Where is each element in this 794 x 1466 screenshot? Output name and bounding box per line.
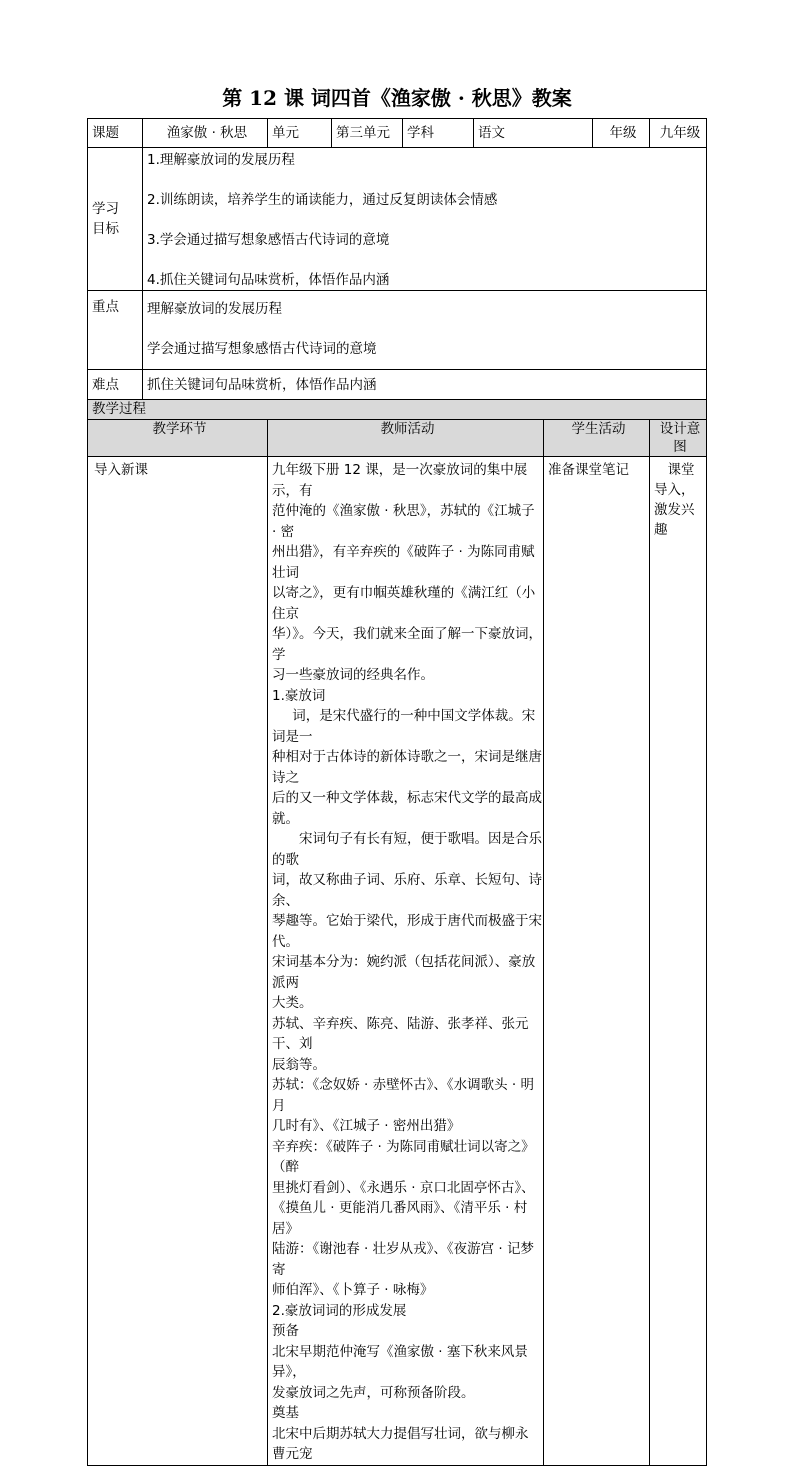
- stage-cell: 导入新课: [88, 457, 268, 1466]
- topic-label: 课题: [88, 119, 143, 148]
- goal-item: 2.训练朗读，培养学生的诵读能力，通过反复朗读体会情感: [147, 192, 498, 208]
- process-label: 教学过程: [88, 400, 707, 420]
- grade-value: 九年级: [650, 119, 707, 148]
- text-line: 北宋中后期苏轼大力提倡写壮词，欲与柳永 曹元宠: [272, 1425, 529, 1462]
- unit-label: 单元: [268, 119, 332, 148]
- goal-item: 3.学会通过描写想象感悟古代诗词的意境: [147, 232, 390, 248]
- difficulty-row: [88, 370, 707, 400]
- text-line: 陆游：《谢池春 · 壮岁从戎》、《夜游宫 · 记梦寄: [272, 1241, 534, 1278]
- text-line: 奠基: [272, 1405, 299, 1421]
- grade-label: 年级: [593, 119, 650, 148]
- subject-label: 学科: [403, 119, 474, 148]
- teacher-activity-cell: [268, 457, 544, 1466]
- text-line: 辛弃疾：《破阵子 · 为陈同甫赋壮词以寄之》（醉: [272, 1138, 535, 1175]
- intro-row: [88, 457, 707, 1466]
- text-line: 预备: [272, 1323, 299, 1339]
- text-line: 宋词基本分为：婉约派（包括花间派）、豪放派两: [272, 954, 536, 991]
- page-title: 第 12 课 词四首《渔家傲 · 秋思》教案: [222, 86, 572, 110]
- text-line: 里挑灯看剑）、《永遇乐 · 京口北固亭怀古》、: [272, 1179, 535, 1196]
- text-line: 词，是宋代盛行的一种中国文学体裁。宋词是一: [272, 708, 536, 745]
- unit-value: 第三单元: [332, 119, 403, 148]
- text-line: 九年级下册 12 课，是一次豪放词的集中展示，有: [272, 462, 528, 499]
- col-stage: 教学环节: [88, 420, 268, 457]
- text-line: 2.豪放词词的形成发展: [272, 1302, 407, 1319]
- text-line: 琴趣等。它始于梁代，形成于唐代而极盛于宋代。: [272, 913, 542, 950]
- goals-label-line1: 学习: [92, 201, 119, 217]
- lesson-plan-table: [87, 118, 707, 1466]
- text-line: 华）》。今天，我们就来全面了解一下豪放词，学: [272, 626, 542, 663]
- goal-item: 4.抓住关键词句品味赏析，体悟作品内涵: [147, 272, 390, 288]
- text-line: 习一些豪放词的经典名作。: [272, 667, 434, 683]
- topic-value: 渔家傲 · 秋思: [143, 119, 268, 148]
- text-line: 后的又一种文学体裁，标志宋代文学的最高成就。: [272, 790, 542, 827]
- text-line: 以寄之》，更有巾帼英雄秋瑾的《满江红（小住京: [272, 585, 536, 622]
- col-student: 学生活动: [544, 420, 650, 457]
- col-teacher: 教师活动: [268, 420, 544, 457]
- student-activity-cell: 准备课堂笔记: [544, 457, 650, 1466]
- text-line: 词，故又称曲子词、乐府、乐章、长短句、诗余、: [272, 872, 542, 909]
- text-line: 种相对于古体诗的新体诗歌之一，宋词是继唐诗之: [272, 749, 542, 786]
- text-line: 几时有》、《江城子 · 密州出猎》: [272, 1118, 461, 1134]
- text-line: 宋词句子有长有短，便于歌唱。因是合乐的歌: [272, 831, 542, 868]
- goals-label: [88, 148, 143, 291]
- col-design: 设计意图: [650, 420, 707, 457]
- design-intent-cell: 课堂导入，激发兴趣: [650, 457, 707, 1466]
- text-line: 苏轼：《念奴娇 · 赤壁怀古》、《水调歌头 · 明月: [272, 1077, 534, 1114]
- keypoints-label: 重点: [88, 291, 143, 370]
- text-line: 《摸鱼儿 · 更能消几番风雨》、《清平乐 · 村居》: [272, 1200, 528, 1237]
- keypoints-row: [88, 291, 707, 370]
- difficulty-text: 抓住关键词句品味赏析，体悟作品内涵: [143, 370, 707, 400]
- text-line: 北宋早期范仲淹写《渔家傲 · 塞下秋来风景异》，: [272, 1343, 528, 1380]
- keypoints-content: [143, 291, 707, 370]
- goals-row: [88, 148, 707, 291]
- goals-content: [143, 148, 707, 291]
- text-line: 大类。: [272, 995, 313, 1011]
- goal-item: 1.理解豪放词的发展历程: [147, 152, 295, 168]
- text-line: 范仲淹的《渔家傲 · 秋思》，苏轼的《江城子 · 密: [272, 503, 535, 540]
- text-line: 1.豪放词: [272, 687, 326, 704]
- process-header-row: [88, 420, 707, 457]
- keypoint-item: 学会通过描写想象感悟古代诗词的意境: [147, 341, 377, 357]
- difficulty-label: 难点: [88, 370, 143, 400]
- text-line: 州出猎》，有辛弃疾的《破阵子 · 为陈同甫赋壮词: [272, 544, 535, 581]
- goals-label-line2: 目标: [92, 221, 119, 237]
- subject-value: 语文: [474, 119, 593, 148]
- text-line: 发豪放词之先声，可称预备阶段。: [272, 1384, 475, 1401]
- header-row: [88, 119, 707, 148]
- text-line: 苏轼、辛弃疾、陈亮、陆游、张孝祥、张元干、刘: [272, 1015, 529, 1052]
- keypoint-item: 理解豪放词的发展历程: [147, 301, 282, 317]
- process-row: [88, 400, 707, 420]
- text-line: 师伯浑》、《卜算子 · 咏梅》: [272, 1282, 434, 1298]
- text-line: 辰翁等。: [272, 1056, 326, 1073]
